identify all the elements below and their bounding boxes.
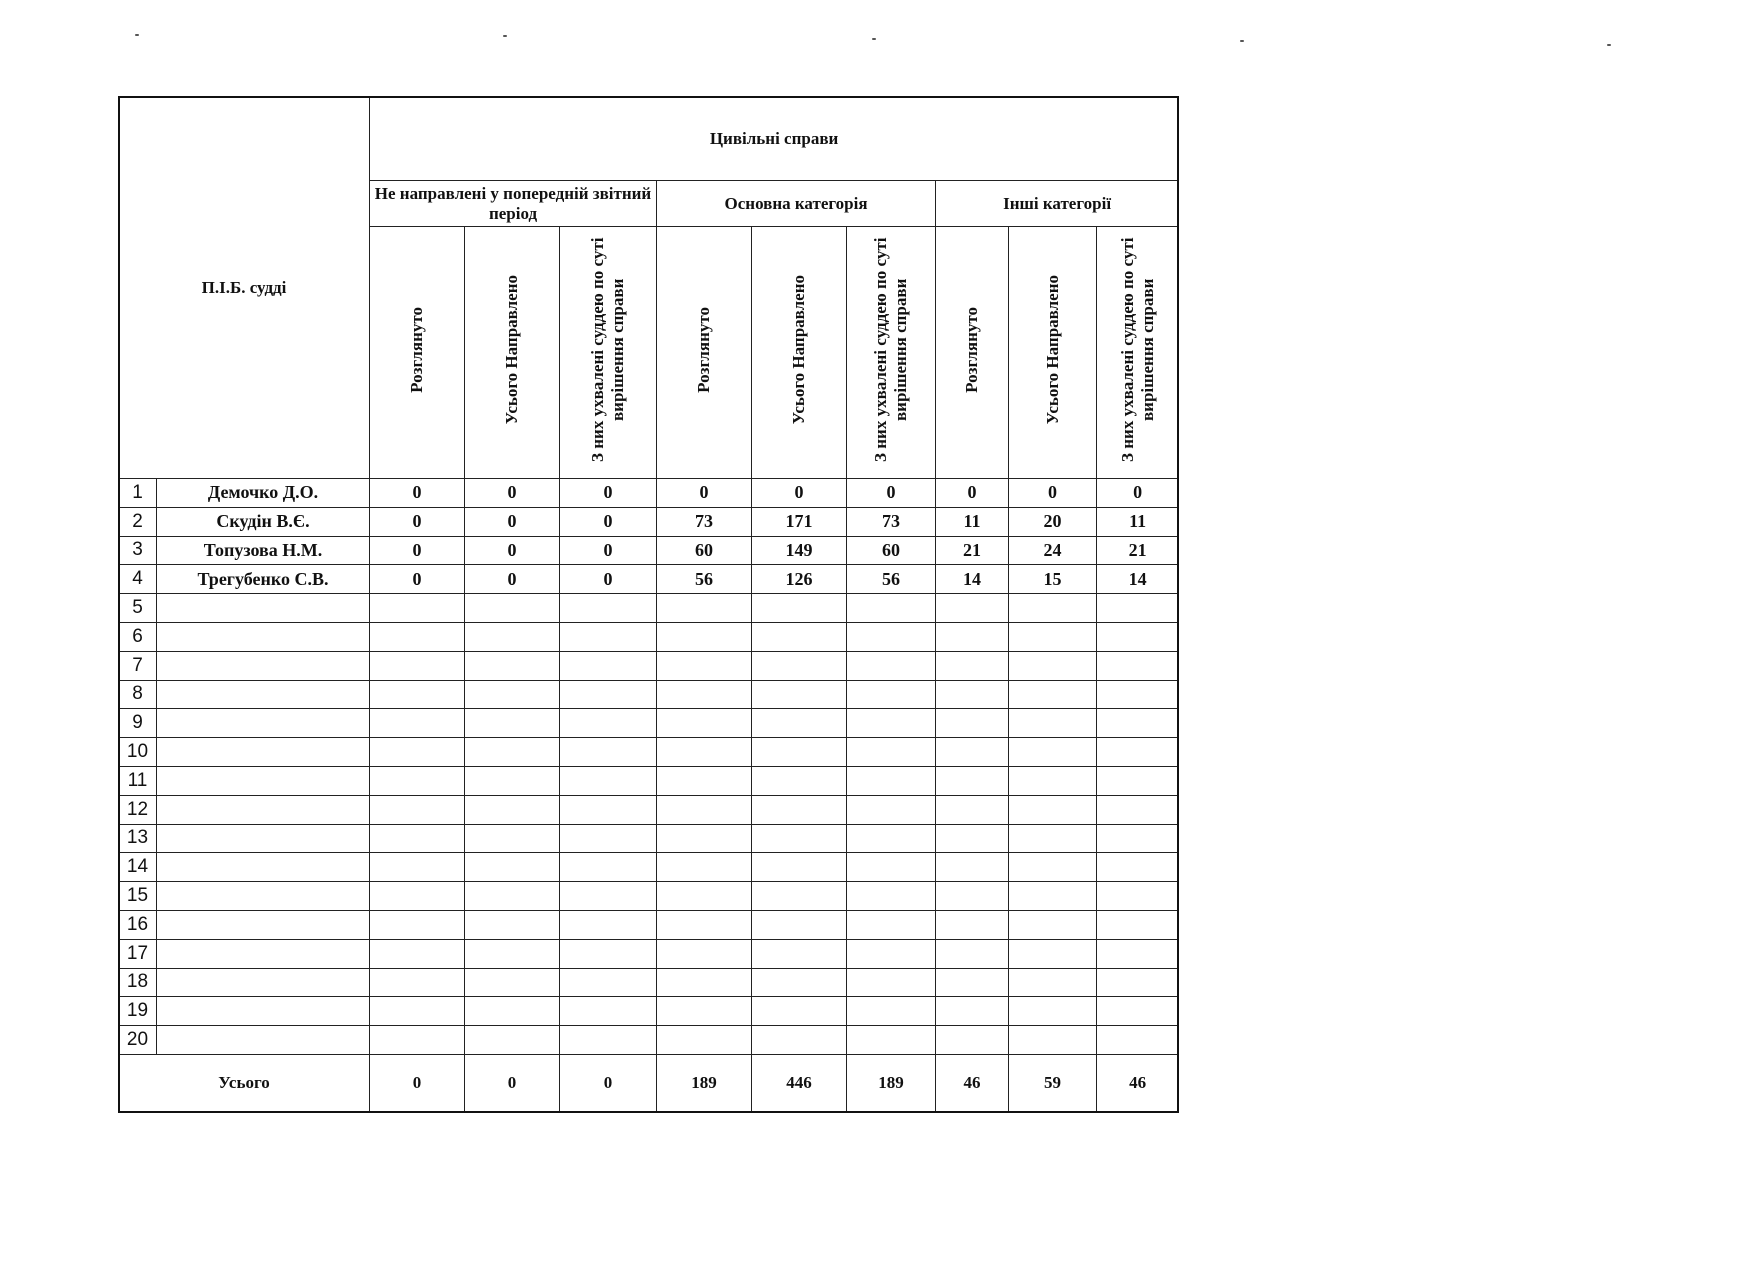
table-cell	[1097, 766, 1179, 795]
table-cell: 0	[465, 507, 560, 536]
column-header-label: Розглянуто	[407, 307, 427, 393]
table-cell	[1009, 680, 1097, 709]
table-cell	[370, 594, 465, 623]
table-cell	[752, 853, 847, 882]
table-cell	[1009, 622, 1097, 651]
scan-speck	[503, 35, 507, 37]
judge-name	[157, 594, 370, 623]
table-cell	[465, 594, 560, 623]
table-cell	[465, 882, 560, 911]
judge-name	[157, 795, 370, 824]
table-cell: 56	[657, 565, 752, 594]
judge-name	[157, 680, 370, 709]
table-cell	[936, 939, 1009, 968]
table-cell	[1097, 997, 1179, 1026]
table-cell	[752, 795, 847, 824]
table-cell	[657, 651, 752, 680]
table-cell: 24	[1009, 536, 1097, 565]
total-value: 446	[752, 1054, 847, 1112]
table-cell	[560, 824, 657, 853]
table-cell: 0	[560, 479, 657, 508]
table-cell	[936, 622, 1009, 651]
row-number: 11	[119, 766, 157, 795]
table-cell	[936, 738, 1009, 767]
table-cell	[560, 968, 657, 997]
table-cell	[370, 997, 465, 1026]
table-cell	[1097, 968, 1179, 997]
table-cell: 0	[1009, 479, 1097, 508]
table-cell	[752, 824, 847, 853]
table-cell	[370, 738, 465, 767]
row-number: 5	[119, 594, 157, 623]
table-cell: 0	[465, 565, 560, 594]
table-cell	[936, 766, 1009, 795]
scan-speck	[1607, 44, 1611, 46]
table-cell	[657, 824, 752, 853]
table-cell	[657, 910, 752, 939]
row-number: 16	[119, 910, 157, 939]
table-cell	[657, 882, 752, 911]
judge-name	[157, 622, 370, 651]
row-number: 14	[119, 853, 157, 882]
table-body	[119, 479, 1179, 1055]
table-cell	[1097, 853, 1179, 882]
judge-name	[157, 738, 370, 767]
table-cell	[657, 738, 752, 767]
table-cell	[1097, 795, 1179, 824]
total-value: 0	[560, 1054, 657, 1112]
column-header	[936, 227, 1009, 479]
column-header	[657, 227, 752, 479]
table-cell	[370, 766, 465, 795]
row-number: 13	[119, 824, 157, 853]
table-cell: 73	[847, 507, 936, 536]
table-row	[119, 507, 1179, 536]
group-header-main-category: Основна категорія	[657, 181, 936, 227]
judge-name	[157, 651, 370, 680]
table-cell: 0	[936, 479, 1009, 508]
judge-name-header: П.І.Б. судді	[119, 97, 370, 479]
table-row	[119, 680, 1179, 709]
table-cell: 73	[657, 507, 752, 536]
table-cell	[752, 680, 847, 709]
row-number: 6	[119, 622, 157, 651]
row-number: 12	[119, 795, 157, 824]
table-row	[119, 1026, 1179, 1055]
table-row	[119, 622, 1179, 651]
table-cell	[560, 1026, 657, 1055]
table-cell	[936, 795, 1009, 824]
judge-name	[157, 997, 370, 1026]
table-cell	[560, 766, 657, 795]
scan-speck	[872, 38, 876, 40]
column-header-label: Усього Направлено	[502, 275, 522, 425]
row-number: 2	[119, 507, 157, 536]
table-cell	[1009, 1026, 1097, 1055]
column-header	[847, 227, 936, 479]
table-cell	[752, 622, 847, 651]
table-cell	[847, 939, 936, 968]
table-cell	[936, 882, 1009, 911]
table-cell	[752, 882, 847, 911]
table-cell	[1009, 968, 1097, 997]
table-cell: 0	[657, 479, 752, 508]
table-row	[119, 824, 1179, 853]
judge-name	[157, 853, 370, 882]
table-cell: 60	[847, 536, 936, 565]
table-cell	[752, 910, 847, 939]
table-cell	[752, 594, 847, 623]
table-cell	[465, 651, 560, 680]
table-cell: 21	[936, 536, 1009, 565]
column-header	[752, 227, 847, 479]
table-cell	[1097, 882, 1179, 911]
table-cell	[560, 651, 657, 680]
table-cell	[847, 882, 936, 911]
table-cell: 60	[657, 536, 752, 565]
row-number: 19	[119, 997, 157, 1026]
total-value: 46	[936, 1054, 1009, 1112]
table-cell	[465, 680, 560, 709]
table-cell	[560, 853, 657, 882]
total-value: 0	[465, 1054, 560, 1112]
table-row	[119, 651, 1179, 680]
table-cell	[847, 622, 936, 651]
table-cell	[465, 622, 560, 651]
table-cell: 21	[1097, 536, 1179, 565]
table-cell	[370, 709, 465, 738]
table-cell	[560, 738, 657, 767]
table-cell	[847, 738, 936, 767]
column-header-label: Усього Направлено	[1042, 275, 1062, 425]
table-cell	[560, 939, 657, 968]
table-cell	[370, 1026, 465, 1055]
table-row	[119, 882, 1179, 911]
table-cell	[1009, 651, 1097, 680]
table-row	[119, 853, 1179, 882]
column-header-label: З них ухвалені суддею по суті вирішення справи	[871, 237, 911, 463]
table-cell: 0	[465, 479, 560, 508]
table-row	[119, 536, 1179, 565]
column-header	[465, 227, 560, 479]
table-cell: 0	[465, 536, 560, 565]
table-row	[119, 766, 1179, 795]
total-value: 189	[657, 1054, 752, 1112]
table-cell	[465, 824, 560, 853]
table-cell	[936, 709, 1009, 738]
row-number: 17	[119, 939, 157, 968]
table-cell	[465, 1026, 560, 1055]
table-cell	[1097, 651, 1179, 680]
table-cell	[1097, 910, 1179, 939]
table-cell	[936, 680, 1009, 709]
column-header	[1097, 227, 1179, 479]
row-number: 4	[119, 565, 157, 594]
table-cell: 56	[847, 565, 936, 594]
table-cell	[752, 1026, 847, 1055]
table-cell	[560, 795, 657, 824]
table-cell	[465, 738, 560, 767]
table-row	[119, 968, 1179, 997]
table-cell	[1009, 997, 1097, 1026]
table-cell	[1009, 766, 1097, 795]
row-number: 15	[119, 882, 157, 911]
table-cell	[752, 738, 847, 767]
table-cell	[752, 997, 847, 1026]
table-cell	[465, 795, 560, 824]
table-cell	[370, 824, 465, 853]
table-cell	[1009, 824, 1097, 853]
table-cell	[752, 766, 847, 795]
table-cell: 0	[847, 479, 936, 508]
table-title: Цивільні справи	[370, 97, 1179, 181]
table-cell: 11	[936, 507, 1009, 536]
table-cell	[936, 853, 1009, 882]
table-cell	[936, 968, 1009, 997]
column-header-label: З них ухвалені суддею по суті вирішення справи	[1117, 237, 1157, 463]
table-cell	[847, 709, 936, 738]
table-cell: 171	[752, 507, 847, 536]
judges-statistics-table	[118, 96, 1179, 1113]
judge-name	[157, 968, 370, 997]
table-cell	[657, 795, 752, 824]
table-cell: 126	[752, 565, 847, 594]
column-header-label: Усього Направлено	[789, 275, 809, 425]
table-cell	[465, 853, 560, 882]
table-row	[119, 565, 1179, 594]
table-cell	[560, 680, 657, 709]
row-number: 3	[119, 536, 157, 565]
table-cell: 0	[560, 536, 657, 565]
table-cell	[1097, 939, 1179, 968]
table-cell	[752, 709, 847, 738]
row-number: 7	[119, 651, 157, 680]
table-row	[119, 594, 1179, 623]
total-label: Усього	[119, 1054, 370, 1112]
judge-name	[157, 766, 370, 795]
table-cell	[657, 766, 752, 795]
table-cell	[847, 968, 936, 997]
table-cell	[657, 1026, 752, 1055]
table-cell	[936, 651, 1009, 680]
table-cell	[936, 594, 1009, 623]
table-cell	[370, 853, 465, 882]
judge-name	[157, 882, 370, 911]
table-cell	[1097, 824, 1179, 853]
table-cell	[657, 594, 752, 623]
table-cell	[465, 766, 560, 795]
column-header	[1009, 227, 1097, 479]
table-cell	[752, 651, 847, 680]
column-header	[560, 227, 657, 479]
group-header-other-categories: Інші категорії	[936, 181, 1179, 227]
table-cell: 0	[370, 507, 465, 536]
table-cell	[1009, 594, 1097, 623]
table-cell: 14	[936, 565, 1009, 594]
row-number: 18	[119, 968, 157, 997]
table-cell	[657, 939, 752, 968]
table-cell: 0	[560, 507, 657, 536]
table-cell	[847, 651, 936, 680]
total-value: 46	[1097, 1054, 1179, 1112]
table-cell	[465, 939, 560, 968]
table-cell: 0	[560, 565, 657, 594]
table-cell	[936, 824, 1009, 853]
table-cell	[657, 680, 752, 709]
table-cell	[465, 910, 560, 939]
table-cell	[657, 997, 752, 1026]
table-cell: 14	[1097, 565, 1179, 594]
table-cell	[560, 622, 657, 651]
column-header-label: Розглянуто	[694, 307, 714, 393]
table-cell	[847, 997, 936, 1026]
judge-name: Демочко Д.О.	[157, 479, 370, 508]
table-cell	[1009, 910, 1097, 939]
judge-name	[157, 939, 370, 968]
table-cell	[370, 795, 465, 824]
total-value: 59	[1009, 1054, 1097, 1112]
column-header-label: З них ухвалені суддею по суті вирішення справи	[588, 237, 628, 463]
table-cell	[657, 968, 752, 997]
table-cell	[847, 594, 936, 623]
table-cell	[1097, 594, 1179, 623]
table-cell	[657, 622, 752, 651]
table-cell	[847, 766, 936, 795]
table-cell	[465, 709, 560, 738]
table-cell	[936, 1026, 1009, 1055]
row-number: 10	[119, 738, 157, 767]
table-cell	[560, 910, 657, 939]
table-cell	[1009, 738, 1097, 767]
table-cell	[560, 882, 657, 911]
table-cell: 0	[752, 479, 847, 508]
table-cell	[1097, 1026, 1179, 1055]
table-cell	[370, 651, 465, 680]
table-cell	[1097, 680, 1179, 709]
table-cell	[1009, 853, 1097, 882]
judge-name: Трегубенко С.В.	[157, 565, 370, 594]
table-cell	[1009, 939, 1097, 968]
total-row	[119, 1054, 1179, 1112]
table-cell	[1097, 709, 1179, 738]
group-header-not-sent: Не направлені у попередній звітний період	[370, 181, 657, 227]
table-row	[119, 997, 1179, 1026]
table-cell	[657, 709, 752, 738]
judge-name	[157, 910, 370, 939]
table-row	[119, 738, 1179, 767]
table-cell	[657, 853, 752, 882]
table-cell: 11	[1097, 507, 1179, 536]
table-cell	[370, 680, 465, 709]
row-number: 20	[119, 1026, 157, 1055]
table-cell	[847, 1026, 936, 1055]
table-cell: 0	[1097, 479, 1179, 508]
table-cell	[1097, 738, 1179, 767]
table-cell	[370, 910, 465, 939]
column-header	[370, 227, 465, 479]
table-cell	[1009, 882, 1097, 911]
judge-name	[157, 824, 370, 853]
table-cell	[847, 853, 936, 882]
table-cell	[847, 910, 936, 939]
table-cell	[752, 939, 847, 968]
table-cell	[847, 680, 936, 709]
table-cell	[370, 882, 465, 911]
table-row	[119, 795, 1179, 824]
table-cell: 149	[752, 536, 847, 565]
table-cell	[370, 939, 465, 968]
table-cell: 15	[1009, 565, 1097, 594]
table-cell	[370, 622, 465, 651]
table-cell	[752, 968, 847, 997]
table-cell	[847, 824, 936, 853]
table-cell	[560, 594, 657, 623]
table-row	[119, 709, 1179, 738]
table-cell	[465, 997, 560, 1026]
table-cell	[1009, 795, 1097, 824]
table-cell	[847, 795, 936, 824]
table-cell	[465, 968, 560, 997]
scan-speck	[1240, 40, 1244, 42]
row-number: 1	[119, 479, 157, 508]
table-cell	[1009, 709, 1097, 738]
total-value: 189	[847, 1054, 936, 1112]
table-cell: 0	[370, 565, 465, 594]
row-number: 9	[119, 709, 157, 738]
table-cell	[936, 997, 1009, 1026]
table-cell	[370, 968, 465, 997]
table-cell	[560, 709, 657, 738]
judge-name	[157, 709, 370, 738]
row-number: 8	[119, 680, 157, 709]
judge-name: Топузова Н.М.	[157, 536, 370, 565]
table-cell: 0	[370, 479, 465, 508]
column-header-label: Розглянуто	[962, 307, 982, 393]
table-cell: 0	[370, 536, 465, 565]
table-cell	[1097, 622, 1179, 651]
table-row	[119, 939, 1179, 968]
total-value: 0	[370, 1054, 465, 1112]
judge-name	[157, 1026, 370, 1055]
judge-name: Скудін В.Є.	[157, 507, 370, 536]
table-row	[119, 910, 1179, 939]
scan-speck	[135, 34, 139, 36]
table-cell: 20	[1009, 507, 1097, 536]
table-cell	[936, 910, 1009, 939]
table-cell	[560, 997, 657, 1026]
table-row	[119, 479, 1179, 508]
